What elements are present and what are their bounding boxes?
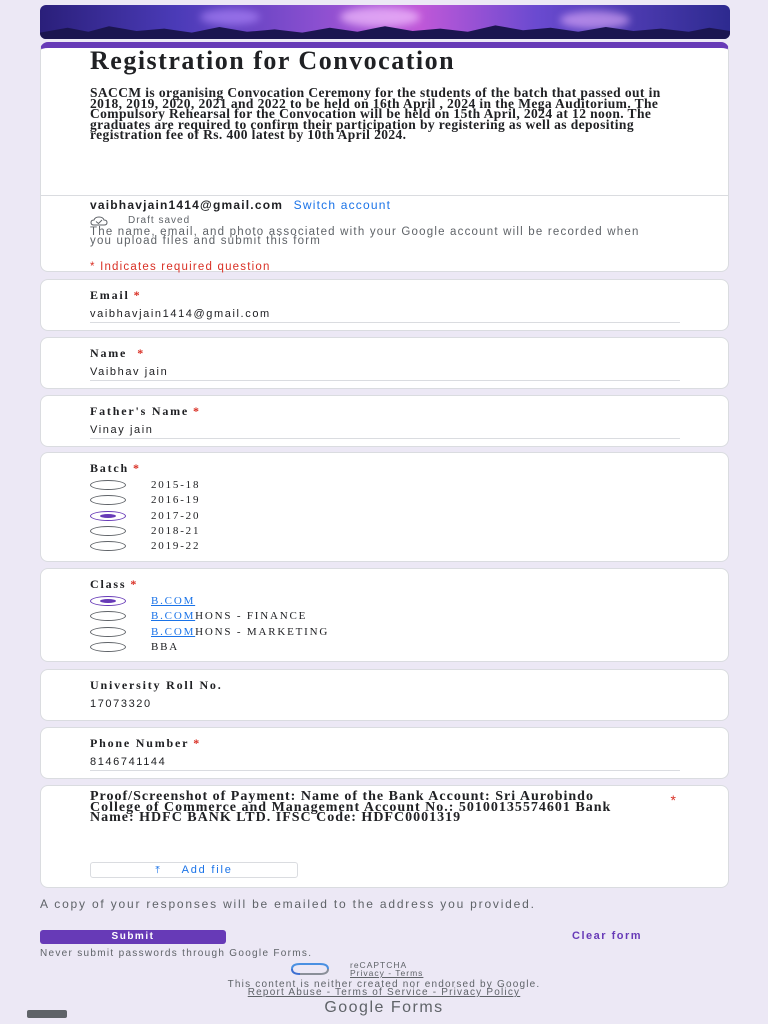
- question-email: [40, 279, 729, 331]
- account-email: vaibhavjain1414@gmail.com: [90, 198, 284, 212]
- radio-button[interactable]: [90, 642, 126, 652]
- batch-option[interactable]: 2016-19: [90, 493, 200, 507]
- radio-button-selected[interactable]: [90, 596, 126, 606]
- question-father-name: [40, 395, 729, 447]
- recaptcha-logo-icon: [288, 963, 332, 975]
- question-label: Class *: [90, 577, 139, 591]
- question-label: Email *: [90, 288, 142, 302]
- radio-button[interactable]: [90, 541, 126, 551]
- footer-links[interactable]: Report Abuse - Terms of Service - Privacy Policy: [247, 987, 521, 998]
- required-indicator-note: * Indicates required question: [90, 261, 271, 273]
- header-banner-image: [40, 5, 730, 39]
- disclaimer-text: This content is neither created nor endorsed by Google.: [227, 979, 541, 990]
- question-class: [40, 568, 729, 662]
- father-name-field[interactable]: Vinay jain: [90, 424, 680, 439]
- account-row: [90, 198, 391, 212]
- cloud-done-icon: [90, 216, 108, 226]
- required-star: *: [137, 346, 146, 360]
- radio-button[interactable]: [90, 611, 126, 621]
- email-field[interactable]: vaibhavjain1414@gmail.com: [90, 308, 680, 323]
- required-star: *: [670, 792, 676, 808]
- radio-button[interactable]: [90, 526, 126, 536]
- question-payment-proof: [40, 785, 729, 888]
- recaptcha-links[interactable]: Privacy - Terms: [350, 968, 424, 978]
- question-label: Phone Number *: [90, 736, 202, 750]
- class-option[interactable]: BBA: [90, 640, 179, 654]
- batch-option[interactable]: 2019-22: [90, 539, 200, 553]
- disclaimer: [0, 981, 768, 997]
- batch-option[interactable]: 2015-18: [90, 478, 200, 492]
- draft-status: [90, 215, 190, 226]
- question-phone: [40, 727, 729, 779]
- required-star: *: [133, 461, 141, 475]
- required-star: *: [133, 288, 142, 302]
- google-forms-logo[interactable]: Google Forms: [324, 999, 444, 1016]
- radio-button[interactable]: [90, 480, 126, 490]
- roll-no-field[interactable]: 17073320: [90, 698, 152, 710]
- required-star: *: [130, 577, 139, 591]
- radio-button[interactable]: [90, 627, 126, 637]
- batch-option[interactable]: 2018-21: [90, 524, 200, 538]
- clear-form-button[interactable]: Clear form: [572, 930, 643, 942]
- switch-account-link[interactable]: Switch account: [293, 198, 392, 212]
- question-label: Father's Name *: [90, 404, 201, 418]
- radio-button-selected[interactable]: [90, 511, 126, 521]
- class-option[interactable]: B.COM HONS - MARKETING: [90, 625, 329, 639]
- required-star: *: [193, 404, 201, 418]
- copy-email-note: A copy of your responses will be emailed to the address you provided.: [40, 897, 536, 911]
- draft-saved-text: Draft saved: [128, 215, 191, 226]
- recaptcha-label: reCAPTCHA: [350, 960, 408, 970]
- password-warning: Never submit passwords through Google Forms.: [40, 948, 313, 959]
- form-description: SACCM is organising Convocation Ceremony for the students of the batch that passed out in 2018, 2019, 2020, 2021 and 2022 to be held on 16th April , 2024 in the Mega Auditorium. The Compulsory Rehearsal for the Convocation will be held on 15th April, 2024 at 12 noon. The graduates are required to confirm their participation by registering as well as depositing registration fee of Rs. 400 latest by 10th April 2024.: [90, 85, 661, 142]
- report-button[interactable]: [27, 1010, 67, 1018]
- phone-field[interactable]: 8146741144: [90, 756, 680, 771]
- submit-button[interactable]: Submit: [40, 930, 226, 944]
- question-batch: [40, 452, 729, 562]
- required-star: *: [193, 736, 202, 750]
- batch-option[interactable]: 2017-20: [90, 509, 200, 523]
- add-file-button[interactable]: ⤒ Add file: [90, 862, 298, 878]
- question-name: [40, 337, 729, 389]
- recaptcha-badge: [288, 961, 423, 977]
- divider: [41, 195, 728, 196]
- question-label: University Roll No.: [90, 678, 223, 692]
- question-roll-no: [40, 669, 729, 721]
- radio-button[interactable]: [90, 495, 126, 505]
- question-label: Name *: [90, 346, 146, 360]
- record-notice: The name, email, and photo associated with your Google account will be recorded when you upload files and submit this form: [90, 226, 640, 247]
- question-label: Batch *: [90, 461, 141, 475]
- name-field[interactable]: Vaibhav jain: [90, 366, 680, 381]
- class-option[interactable]: B.COM: [90, 594, 195, 608]
- form-header-card: [40, 42, 729, 272]
- upload-icon: ⤒: [155, 864, 162, 876]
- question-label: Proof/Screenshot of Payment: Name of the Bank Account: Sri Aurobindo College of Commerce and Management Account No.: 50100135574601 Bank Name: HDFC BANK LTD. IFSC Code: HDFC0001319: [90, 789, 612, 825]
- form-title: Registration for Convocation: [90, 46, 456, 75]
- class-option[interactable]: B.COM HONS - FINANCE: [90, 609, 307, 623]
